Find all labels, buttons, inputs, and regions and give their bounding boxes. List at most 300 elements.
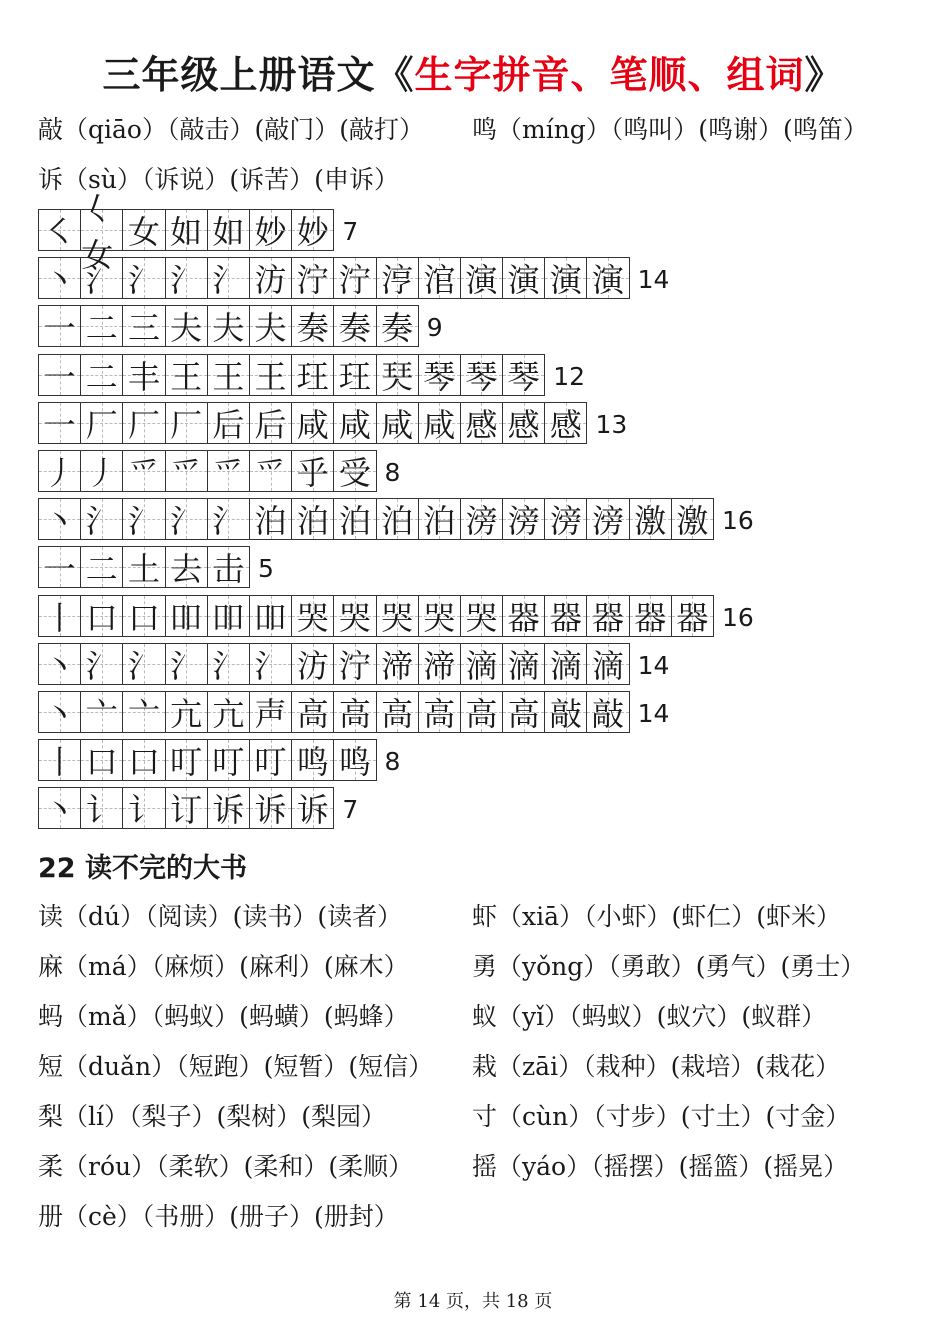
stroke-step-char: 滂 bbox=[592, 502, 625, 541]
stroke-order-row bbox=[38, 257, 669, 299]
title-highlight: 生字拼音、笔顺、组词 bbox=[414, 52, 805, 97]
stroke-step-cell bbox=[503, 596, 545, 636]
stroke-step-char: 妙 bbox=[296, 213, 329, 251]
stroke-step-char: 丰 bbox=[127, 357, 160, 396]
stroke-count: 16 bbox=[722, 602, 754, 632]
stroke-step-cell bbox=[208, 740, 250, 780]
stroke-step-char: 丶 bbox=[43, 646, 76, 685]
stroke-step-cell bbox=[630, 499, 672, 539]
stroke-step-cell bbox=[123, 547, 165, 587]
stroke-step-cell bbox=[419, 644, 461, 684]
stroke-step-char: 泞 bbox=[338, 646, 371, 685]
vocab-entry-left: 敲（qiāo）（敲击）(敲门）(敲打） bbox=[38, 115, 424, 144]
stroke-step-char: 口 bbox=[127, 743, 160, 782]
stroke-step-char: 去 bbox=[170, 550, 203, 589]
stroke-step-char: 一 bbox=[43, 309, 76, 348]
stroke-step-char: 渧 bbox=[423, 646, 456, 685]
stroke-step-char: 丶 bbox=[43, 261, 76, 300]
stroke-step-char: 感 bbox=[465, 405, 498, 444]
stroke-order-row bbox=[38, 402, 627, 444]
stroke-step-char: 奏 bbox=[381, 309, 414, 348]
vocab-entry-left: 册（cè）（书册）(册子）(册封） bbox=[38, 1202, 399, 1231]
stroke-step-cell bbox=[587, 258, 629, 298]
stroke-step-cell bbox=[81, 740, 123, 780]
stroke-step-cell bbox=[166, 788, 208, 828]
stroke-step-cell bbox=[123, 596, 165, 636]
stroke-step-cell bbox=[123, 644, 165, 684]
stroke-step-cell bbox=[461, 499, 503, 539]
stroke-step-cell bbox=[250, 692, 292, 732]
stroke-step-char: 氵 bbox=[212, 502, 245, 541]
stroke-step-cell bbox=[545, 692, 587, 732]
stroke-step-cell bbox=[81, 788, 123, 828]
tianzige-grid bbox=[38, 787, 334, 829]
stroke-step-cell bbox=[292, 692, 334, 732]
stroke-step-cell bbox=[292, 596, 334, 636]
stroke-step-char: 爫 bbox=[170, 454, 203, 492]
stroke-step-char: 厂 bbox=[85, 405, 118, 444]
stroke-step-char: 丶 bbox=[43, 695, 76, 733]
stroke-step-char: 玨 bbox=[338, 357, 371, 396]
stroke-step-char: 高 bbox=[507, 695, 540, 733]
stroke-step-char: 滂 bbox=[465, 502, 498, 541]
stroke-step-cell bbox=[672, 596, 714, 636]
stroke-step-char: 演 bbox=[592, 261, 625, 300]
stroke-step-char: 二 bbox=[85, 309, 118, 348]
stroke-step-char: 哭 bbox=[338, 598, 371, 637]
vocab-entry-left: 读（dú）（阅读）(读书）(读者） bbox=[38, 902, 403, 931]
stroke-step-char: 哭 bbox=[381, 598, 414, 637]
stroke-step-cell bbox=[39, 258, 81, 298]
stroke-step-char: 奏 bbox=[296, 309, 329, 348]
stroke-step-char: 敲 bbox=[549, 695, 582, 733]
stroke-step-cell bbox=[377, 644, 419, 684]
stroke-step-cell bbox=[419, 403, 461, 443]
stroke-step-cell bbox=[123, 499, 165, 539]
stroke-step-char: 丿 bbox=[43, 454, 76, 492]
stroke-step-cell bbox=[292, 403, 334, 443]
stroke-step-cell bbox=[166, 596, 208, 636]
stroke-step-cell bbox=[334, 258, 376, 298]
stroke-step-cell bbox=[250, 740, 292, 780]
stroke-step-cell bbox=[377, 306, 419, 346]
stroke-step-char: 敲 bbox=[592, 695, 625, 733]
stroke-step-char: 鸣 bbox=[296, 743, 329, 782]
tianzige-grid bbox=[38, 190, 334, 274]
stroke-step-char: 亢 bbox=[212, 695, 245, 733]
vocab-entry-right: 鸣（míng）（鸣叫）(鸣谢）(鸣笛） bbox=[472, 115, 868, 144]
stroke-step-cell bbox=[292, 740, 334, 780]
stroke-count: 14 bbox=[637, 650, 670, 680]
tianzige-grid bbox=[38, 498, 714, 540]
stroke-step-char: 哭 bbox=[423, 598, 456, 637]
stroke-step-cell bbox=[545, 258, 587, 298]
stroke-step-cell bbox=[81, 190, 123, 274]
stroke-step-cell bbox=[39, 210, 81, 250]
stroke-step-cell bbox=[81, 644, 123, 684]
stroke-step-cell bbox=[503, 355, 545, 395]
stroke-step-char: 丨 bbox=[43, 598, 76, 637]
stroke-step-char: 高 bbox=[296, 695, 329, 733]
vocab-entry-left: 诉（sù）（诉说）(诉苦）(申诉） bbox=[38, 165, 399, 194]
stroke-step-char: 氵 bbox=[127, 502, 160, 541]
stroke-step-char: 演 bbox=[549, 261, 582, 300]
stroke-step-cell bbox=[419, 258, 461, 298]
tianzige-grid bbox=[38, 643, 630, 685]
stroke-step-char: 一 bbox=[43, 357, 76, 396]
stroke-step-char: 咸 bbox=[296, 405, 329, 444]
stroke-step-char: 乎 bbox=[296, 454, 329, 492]
stroke-step-char: 二 bbox=[85, 550, 118, 589]
tianzige-grid bbox=[38, 305, 419, 347]
stroke-step-cell bbox=[39, 499, 81, 539]
stroke-step-char: 一 bbox=[43, 550, 76, 589]
stroke-step-char: 一 bbox=[43, 405, 76, 444]
stroke-step-char: 氵 bbox=[85, 646, 118, 685]
stroke-step-cell bbox=[166, 258, 208, 298]
stroke-step-cell bbox=[166, 403, 208, 443]
stroke-step-cell bbox=[503, 692, 545, 732]
stroke-step-char: 如 bbox=[212, 213, 245, 251]
stroke-step-char: 鸣 bbox=[338, 743, 371, 782]
stroke-step-char: 滴 bbox=[549, 646, 582, 685]
stroke-step-cell bbox=[123, 210, 165, 250]
stroke-step-cell bbox=[81, 451, 123, 491]
vocab-entry-right: 蚁（yǐ）（蚂蚁）(蚁穴）(蚁群） bbox=[472, 1002, 827, 1031]
stroke-step-char: 咸 bbox=[381, 405, 414, 444]
stroke-step-char: 吅 bbox=[254, 598, 287, 637]
stroke-step-cell bbox=[39, 547, 81, 587]
stroke-step-char: 讠 bbox=[85, 791, 118, 830]
stroke-step-char: 氵 bbox=[127, 261, 160, 300]
stroke-step-char: 氵 bbox=[127, 646, 160, 685]
stroke-step-cell bbox=[461, 403, 503, 443]
stroke-step-char: 咸 bbox=[423, 405, 456, 444]
tianzige-grid bbox=[38, 257, 630, 299]
stroke-step-char: 感 bbox=[507, 405, 540, 444]
tianzige-grid bbox=[38, 739, 377, 781]
stroke-step-char: 汸 bbox=[254, 261, 287, 300]
stroke-step-char: 琴 bbox=[465, 357, 498, 396]
stroke-step-char: 叮 bbox=[212, 743, 245, 782]
stroke-step-cell bbox=[672, 499, 714, 539]
lesson-title: 22 读不完的大书 bbox=[38, 853, 247, 884]
stroke-order-row bbox=[38, 498, 754, 540]
tianzige-grid bbox=[38, 546, 250, 588]
stroke-step-char: ㇛ bbox=[43, 213, 76, 251]
vocab-entry-right: 摇（yáo）（摇摆）(摇篮）(摇晃） bbox=[472, 1152, 849, 1181]
stroke-step-char: 叮 bbox=[170, 743, 203, 782]
stroke-step-char: 女 bbox=[127, 213, 160, 251]
stroke-step-char: 滂 bbox=[507, 502, 540, 541]
stroke-step-char: 口 bbox=[85, 598, 118, 637]
stroke-step-cell bbox=[166, 644, 208, 684]
stroke-step-char: 高 bbox=[338, 695, 371, 733]
stroke-step-char: 泊 bbox=[254, 502, 287, 541]
vocab-entry-right: 寸（cùn）（寸步）(寸土）(寸金） bbox=[472, 1102, 851, 1131]
stroke-count: 9 bbox=[426, 313, 443, 343]
stroke-step-cell bbox=[208, 306, 250, 346]
stroke-step-cell bbox=[81, 355, 123, 395]
stroke-step-cell bbox=[123, 403, 165, 443]
stroke-order-row bbox=[38, 305, 443, 347]
stroke-step-cell bbox=[292, 306, 334, 346]
stroke-order-row bbox=[38, 546, 274, 588]
stroke-step-cell bbox=[81, 403, 123, 443]
stroke-step-cell bbox=[39, 306, 81, 346]
stroke-step-cell bbox=[123, 740, 165, 780]
stroke-step-char: 爫 bbox=[212, 454, 245, 492]
stroke-step-char: 亠 bbox=[85, 695, 118, 733]
stroke-step-cell bbox=[334, 596, 376, 636]
stroke-step-cell bbox=[461, 596, 503, 636]
stroke-step-cell bbox=[545, 596, 587, 636]
tianzige-grid bbox=[38, 595, 714, 637]
stroke-step-char: 厂 bbox=[127, 405, 160, 444]
stroke-step-cell bbox=[81, 596, 123, 636]
stroke-step-char: 诉 bbox=[254, 791, 287, 830]
stroke-step-char: 滴 bbox=[465, 646, 498, 685]
stroke-step-char: 诉 bbox=[296, 791, 329, 830]
stroke-step-char: 声 bbox=[254, 695, 287, 733]
stroke-step-cell bbox=[292, 258, 334, 298]
stroke-step-cell bbox=[334, 355, 376, 395]
stroke-step-char: 氵 bbox=[85, 261, 118, 300]
stroke-step-cell bbox=[166, 499, 208, 539]
stroke-step-char: 丶 bbox=[43, 502, 76, 541]
stroke-step-char: 氵 bbox=[170, 646, 203, 685]
stroke-step-cell bbox=[377, 403, 419, 443]
stroke-step-cell bbox=[587, 644, 629, 684]
stroke-step-cell bbox=[208, 210, 250, 250]
stroke-step-cell bbox=[250, 306, 292, 346]
stroke-order-row bbox=[38, 739, 400, 781]
stroke-step-char: 泊 bbox=[381, 502, 414, 541]
stroke-step-char: 王 bbox=[212, 357, 245, 396]
stroke-step-cell bbox=[377, 499, 419, 539]
stroke-step-cell bbox=[208, 644, 250, 684]
stroke-step-char: 氵 bbox=[85, 502, 118, 541]
stroke-count: 16 bbox=[722, 506, 754, 536]
stroke-step-cell bbox=[630, 596, 672, 636]
stroke-step-char: 爫 bbox=[127, 454, 160, 492]
vocab-entry-right: 栽（zāi）（栽种）(栽培）(栽花） bbox=[472, 1052, 841, 1081]
stroke-step-char: 演 bbox=[507, 261, 540, 300]
stroke-step-cell bbox=[334, 403, 376, 443]
stroke-step-char: 二 bbox=[85, 357, 118, 396]
stroke-step-char: 后 bbox=[212, 405, 245, 444]
stroke-step-cell bbox=[166, 740, 208, 780]
stroke-step-cell bbox=[166, 306, 208, 346]
stroke-order-row bbox=[38, 643, 669, 685]
stroke-step-cell bbox=[81, 547, 123, 587]
stroke-step-cell bbox=[461, 692, 503, 732]
stroke-step-cell bbox=[39, 596, 81, 636]
stroke-step-char: 滂 bbox=[549, 502, 582, 541]
stroke-step-cell bbox=[503, 403, 545, 443]
stroke-step-char: 器 bbox=[676, 598, 709, 637]
stroke-step-cell bbox=[166, 547, 208, 587]
stroke-step-cell bbox=[250, 258, 292, 298]
stroke-step-cell bbox=[250, 596, 292, 636]
stroke-step-cell bbox=[123, 451, 165, 491]
stroke-step-cell bbox=[123, 692, 165, 732]
stroke-step-cell bbox=[503, 644, 545, 684]
stroke-step-cell bbox=[123, 258, 165, 298]
stroke-step-char: 受 bbox=[338, 454, 371, 492]
stroke-step-cell bbox=[208, 547, 250, 587]
stroke-step-char: 泊 bbox=[423, 502, 456, 541]
stroke-step-cell bbox=[208, 596, 250, 636]
stroke-order-row bbox=[38, 190, 359, 274]
stroke-step-cell bbox=[334, 740, 376, 780]
stroke-step-char: 土 bbox=[127, 550, 160, 589]
stroke-step-cell bbox=[208, 355, 250, 395]
stroke-step-cell bbox=[208, 403, 250, 443]
stroke-step-char: 三 bbox=[127, 309, 160, 348]
stroke-step-cell bbox=[250, 644, 292, 684]
stroke-step-char: 亢 bbox=[170, 695, 203, 733]
title-suffix: 》 bbox=[804, 52, 844, 97]
vocab-entry-right: 勇（yǒng）（勇敢）(勇气）(勇士） bbox=[472, 952, 866, 981]
stroke-count: 8 bbox=[384, 458, 401, 487]
stroke-step-char: 妙 bbox=[254, 213, 287, 251]
stroke-step-cell bbox=[81, 306, 123, 346]
stroke-step-cell bbox=[39, 451, 81, 491]
stroke-step-cell bbox=[334, 692, 376, 732]
stroke-step-char: 丨 bbox=[43, 743, 76, 782]
stroke-step-cell bbox=[39, 355, 81, 395]
stroke-step-cell bbox=[587, 596, 629, 636]
stroke-step-char: 器 bbox=[592, 598, 625, 637]
stroke-step-cell bbox=[81, 258, 123, 298]
stroke-step-cell bbox=[292, 644, 334, 684]
stroke-step-cell bbox=[292, 788, 334, 828]
stroke-step-char: 滴 bbox=[507, 646, 540, 685]
stroke-step-char: 泊 bbox=[338, 502, 371, 541]
stroke-step-char: 如 bbox=[170, 213, 203, 251]
stroke-count: 7 bbox=[342, 217, 359, 246]
stroke-step-char: 玨 bbox=[296, 357, 329, 396]
stroke-step-char: 后 bbox=[254, 405, 287, 444]
stroke-step-cell bbox=[419, 355, 461, 395]
stroke-step-char: 口 bbox=[127, 598, 160, 637]
page-footer: 第 14 页，共 18 页 bbox=[393, 1291, 553, 1312]
stroke-step-char: 器 bbox=[634, 598, 667, 637]
stroke-step-cell bbox=[545, 499, 587, 539]
vocab-entry-right: 虾（xiā）（小虾）(虾仁）(虾米） bbox=[472, 902, 842, 931]
tianzige-grid bbox=[38, 450, 377, 492]
stroke-step-char: 渧 bbox=[381, 646, 414, 685]
stroke-step-cell bbox=[545, 403, 587, 443]
vocab-entry-left: 短（duǎn）（短跑）(短暂）(短信） bbox=[38, 1052, 434, 1081]
page-title bbox=[0, 44, 946, 99]
stroke-step-char: 泊 bbox=[296, 502, 329, 541]
stroke-count: 12 bbox=[553, 361, 586, 391]
stroke-step-cell bbox=[250, 451, 292, 491]
stroke-step-cell bbox=[250, 355, 292, 395]
stroke-step-char: 泞 bbox=[338, 261, 371, 300]
stroke-step-char: 吅 bbox=[170, 598, 203, 637]
stroke-step-cell bbox=[39, 788, 81, 828]
stroke-step-char: 订 bbox=[170, 791, 203, 830]
stroke-step-char: 器 bbox=[507, 598, 540, 637]
stroke-step-cell bbox=[166, 451, 208, 491]
stroke-order-row bbox=[38, 450, 400, 492]
stroke-step-cell bbox=[123, 788, 165, 828]
stroke-order-row bbox=[38, 691, 669, 733]
stroke-step-char: 哭 bbox=[465, 598, 498, 637]
stroke-step-cell bbox=[292, 210, 334, 250]
stroke-step-char: 爫 bbox=[254, 454, 287, 492]
stroke-step-cell bbox=[334, 451, 376, 491]
stroke-step-cell bbox=[208, 499, 250, 539]
stroke-step-cell bbox=[292, 499, 334, 539]
stroke-order-row bbox=[38, 595, 754, 637]
stroke-step-char: 高 bbox=[465, 695, 498, 733]
stroke-step-char: 高 bbox=[423, 695, 456, 733]
stroke-step-char: 叮 bbox=[254, 743, 287, 782]
stroke-step-char: 滴 bbox=[592, 646, 625, 685]
stroke-step-char: 亠 bbox=[127, 695, 160, 733]
stroke-step-cell bbox=[503, 499, 545, 539]
stroke-step-char: 氵 bbox=[254, 646, 287, 685]
stroke-step-cell bbox=[208, 692, 250, 732]
tianzige-grid bbox=[38, 691, 630, 733]
stroke-step-cell bbox=[292, 355, 334, 395]
stroke-step-cell bbox=[208, 258, 250, 298]
stroke-step-cell bbox=[419, 596, 461, 636]
stroke-step-cell bbox=[81, 692, 123, 732]
stroke-step-char: 击 bbox=[212, 550, 245, 589]
stroke-step-char: 琴 bbox=[423, 357, 456, 396]
stroke-step-char: 奏 bbox=[338, 309, 371, 348]
stroke-step-cell bbox=[377, 692, 419, 732]
stroke-step-cell bbox=[250, 499, 292, 539]
stroke-step-char: 激 bbox=[634, 502, 667, 541]
stroke-step-cell bbox=[39, 692, 81, 732]
stroke-step-char: 诉 bbox=[212, 791, 245, 830]
stroke-step-cell bbox=[292, 451, 334, 491]
vocab-entry-left: 柔（róu）（柔软）(柔和）(柔顺） bbox=[38, 1152, 414, 1181]
stroke-step-char: 讠 bbox=[127, 791, 160, 830]
vocab-entry-left: 蚂（mǎ）（蚂蚁）(蚂蟥）(蚂蜂） bbox=[38, 1002, 409, 1031]
stroke-step-cell bbox=[39, 644, 81, 684]
stroke-step-cell bbox=[545, 644, 587, 684]
stroke-step-cell bbox=[208, 788, 250, 828]
stroke-step-cell bbox=[587, 499, 629, 539]
stroke-step-char: 口 bbox=[85, 743, 118, 782]
stroke-step-char: 感 bbox=[549, 405, 582, 444]
vocab-entry-left: 麻（má）（麻烦）(麻利）(麻木） bbox=[38, 952, 409, 981]
stroke-step-char: 氵 bbox=[212, 261, 245, 300]
stroke-step-cell bbox=[250, 403, 292, 443]
stroke-step-cell bbox=[334, 644, 376, 684]
stroke-step-cell bbox=[377, 258, 419, 298]
stroke-step-char: 夫 bbox=[170, 309, 203, 348]
stroke-step-cell bbox=[39, 740, 81, 780]
stroke-step-cell bbox=[419, 499, 461, 539]
stroke-step-char: 涫 bbox=[423, 261, 456, 300]
stroke-step-char: 𡿨女 bbox=[81, 190, 114, 274]
stroke-step-cell bbox=[250, 210, 292, 250]
stroke-step-char: 氵 bbox=[212, 646, 245, 685]
stroke-step-cell bbox=[208, 451, 250, 491]
stroke-step-char: 咸 bbox=[338, 405, 371, 444]
stroke-step-cell bbox=[39, 403, 81, 443]
stroke-step-char: 泞 bbox=[296, 261, 329, 300]
stroke-step-cell bbox=[419, 692, 461, 732]
